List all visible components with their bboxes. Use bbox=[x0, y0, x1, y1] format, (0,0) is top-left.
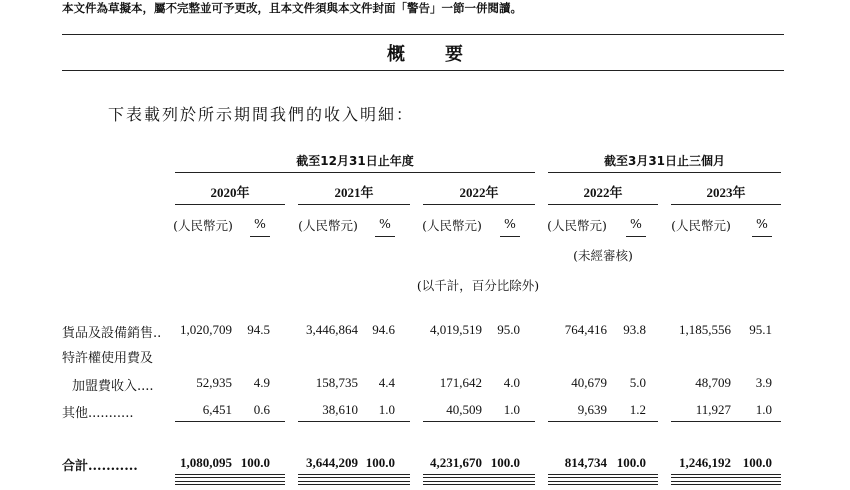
percent-cell: 100.0 bbox=[240, 455, 270, 470]
year-rule bbox=[671, 204, 781, 205]
year-header: 2022年 bbox=[459, 185, 499, 200]
group-annual-header: 截至12月31日止年度 bbox=[296, 154, 414, 168]
unit-rmb: (人民幣元) bbox=[547, 218, 607, 233]
percent-cell: 93.8 bbox=[623, 322, 646, 337]
year-header: 2021年 bbox=[334, 185, 374, 200]
total-double-rule bbox=[671, 481, 781, 485]
amount-cell: 3,446,864 bbox=[306, 322, 358, 337]
percent-cell: 95.1 bbox=[749, 322, 772, 337]
percent-cell: 1.0 bbox=[378, 402, 395, 417]
year-rule bbox=[423, 204, 535, 205]
percent-cell: 100.0 bbox=[616, 455, 646, 470]
unit-pct: % bbox=[756, 216, 768, 231]
year-header: 2023年 bbox=[706, 185, 746, 200]
percent-cell: 5.0 bbox=[629, 375, 646, 390]
unit-rule bbox=[626, 236, 646, 237]
unaudited-note: (未經審核) bbox=[573, 248, 633, 263]
subtotal-rule bbox=[423, 421, 535, 422]
amount-cell: 158,735 bbox=[315, 375, 358, 390]
row-label-royalty: 特許權使用費及 bbox=[62, 351, 154, 366]
total-double-rule bbox=[423, 474, 535, 478]
section-title: 概要 bbox=[387, 44, 503, 65]
amount-cell: 1,020,709 bbox=[180, 322, 232, 337]
row-label-total: 合計........... bbox=[62, 459, 138, 474]
unit-rule bbox=[375, 236, 395, 237]
year-rule bbox=[175, 204, 285, 205]
total-double-rule bbox=[671, 474, 781, 478]
percent-cell: 1.0 bbox=[755, 402, 772, 417]
percent-cell: 100.0 bbox=[365, 455, 395, 470]
total-double-rule bbox=[298, 481, 410, 485]
percent-cell: 95.0 bbox=[497, 322, 520, 337]
percent-cell: 100.0 bbox=[490, 455, 520, 470]
amount-cell: 6,451 bbox=[202, 402, 232, 417]
unit-pct: % bbox=[630, 216, 642, 231]
subtotal-rule bbox=[548, 421, 658, 422]
amount-cell: 4,019,519 bbox=[430, 322, 482, 337]
subtotal-rule bbox=[175, 421, 285, 422]
unit-rmb: (人民幣元) bbox=[173, 218, 233, 233]
percent-cell: 0.6 bbox=[253, 402, 270, 417]
group-annual-rule bbox=[175, 172, 535, 173]
year-header: 2020年 bbox=[210, 185, 250, 200]
percent-cell: 94.6 bbox=[372, 322, 395, 337]
subtotal-rule bbox=[671, 421, 781, 422]
subtotal-rule bbox=[298, 421, 410, 422]
draft-warning: 本文件為草擬本，屬不完整並可予更改，且本文件須與本文件封面「警告」一節一併閱讀。 bbox=[62, 1, 522, 15]
row-label-royalty-cont: 加盟費收入.... bbox=[72, 379, 154, 394]
year-header: 2022年 bbox=[583, 185, 623, 200]
total-double-rule bbox=[423, 481, 535, 485]
year-rule bbox=[298, 204, 410, 205]
year-rule bbox=[548, 204, 658, 205]
title-rule bbox=[62, 70, 784, 71]
header-rule bbox=[62, 34, 784, 35]
unit-pct: % bbox=[504, 216, 516, 231]
percent-cell: 100.0 bbox=[742, 455, 772, 470]
percent-cell: 1.0 bbox=[503, 402, 520, 417]
percent-cell: 1.2 bbox=[629, 402, 646, 417]
amount-cell: 1,080,095 bbox=[180, 455, 232, 470]
amount-cell: 48,709 bbox=[695, 375, 731, 390]
percent-cell: 4.0 bbox=[503, 375, 520, 390]
amount-cell: 4,231,670 bbox=[430, 455, 482, 470]
amount-cell: 3,644,209 bbox=[306, 455, 358, 470]
unit-rmb: (人民幣元) bbox=[671, 218, 731, 233]
total-double-rule bbox=[175, 481, 285, 485]
percent-cell: 4.4 bbox=[378, 375, 395, 390]
amount-cell: 38,610 bbox=[322, 402, 358, 417]
amount-cell: 1,185,556 bbox=[679, 322, 731, 337]
amount-cell: 40,679 bbox=[571, 375, 607, 390]
amount-cell: 1,246,192 bbox=[679, 455, 731, 470]
unit-rmb: (人民幣元) bbox=[422, 218, 482, 233]
row-label-goods: 貨品及設備銷售.. bbox=[62, 326, 162, 341]
total-double-rule bbox=[298, 474, 410, 478]
amount-cell: 52,935 bbox=[196, 375, 232, 390]
intro-text: 下表載列於所示期間我們的收入明細： bbox=[108, 105, 415, 124]
amount-cell: 40,509 bbox=[446, 402, 482, 417]
percent-cell: 3.9 bbox=[755, 375, 772, 390]
total-double-rule bbox=[548, 474, 658, 478]
amount-cell: 764,416 bbox=[564, 322, 607, 337]
amount-cell: 11,927 bbox=[695, 402, 731, 417]
amount-cell: 171,642 bbox=[439, 375, 482, 390]
amount-cell: 814,734 bbox=[564, 455, 607, 470]
group-quarter-header: 截至3月31日止三個月 bbox=[603, 154, 726, 168]
group-quarter-rule bbox=[548, 172, 781, 173]
unit-pct: % bbox=[254, 216, 266, 231]
row-label-other: 其他........... bbox=[62, 406, 134, 421]
unit-rule bbox=[500, 236, 520, 237]
percent-cell: 4.9 bbox=[253, 375, 270, 390]
unit-rule bbox=[250, 236, 270, 237]
thousands-note: (以千計，百分比除外) bbox=[416, 278, 540, 293]
unit-rule bbox=[752, 236, 772, 237]
total-double-rule bbox=[548, 481, 658, 485]
percent-cell: 94.5 bbox=[247, 322, 270, 337]
unit-pct: % bbox=[379, 216, 391, 231]
amount-cell: 9,639 bbox=[577, 402, 607, 417]
unit-rmb: (人民幣元) bbox=[298, 218, 358, 233]
total-double-rule bbox=[175, 474, 285, 478]
